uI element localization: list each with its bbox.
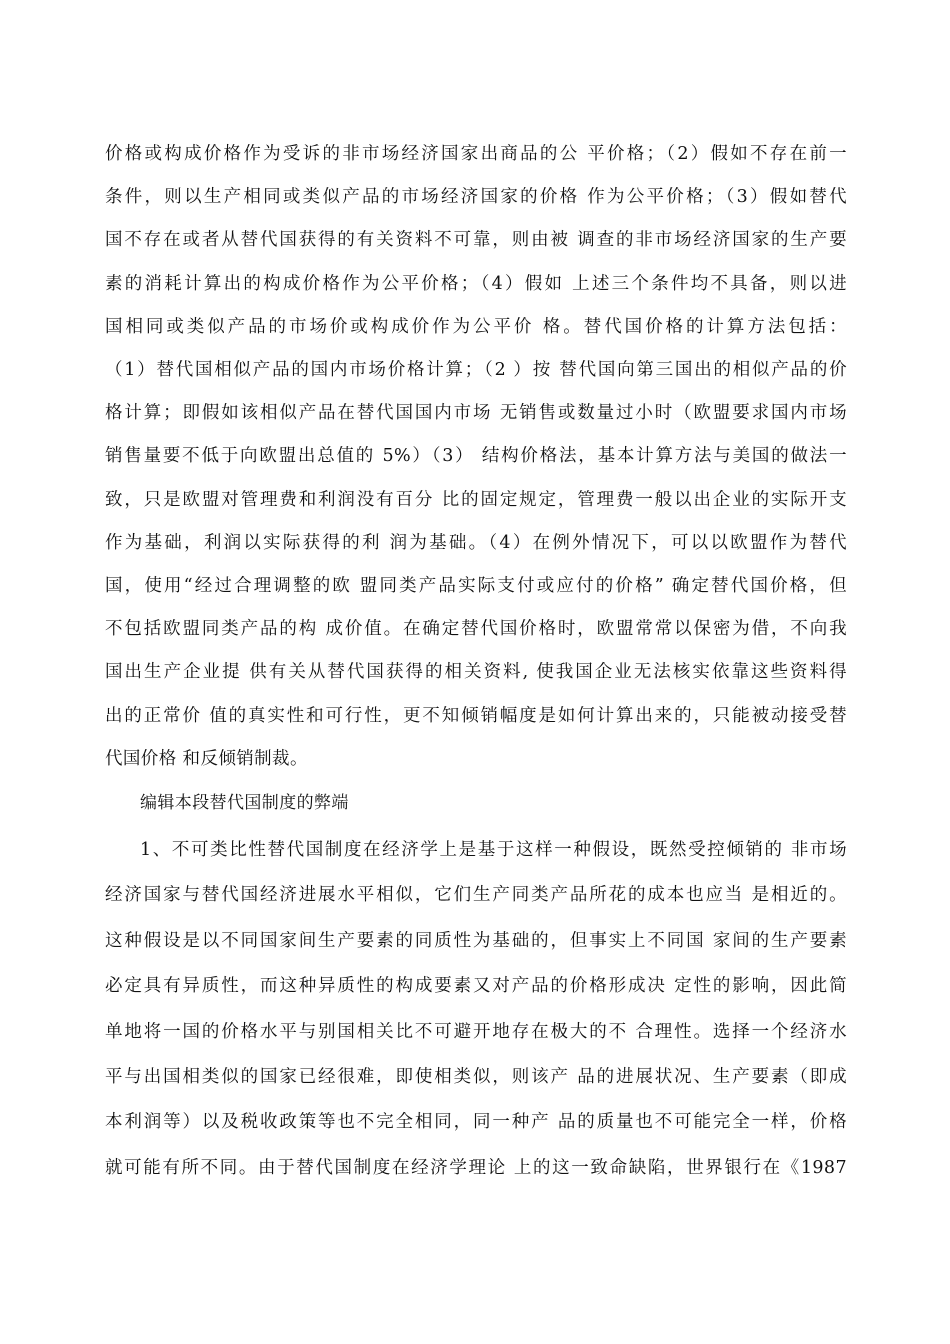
text-line: 这种假设是以不同国家间生产要素的同质性为基础的，但事实上不同国 家间的生产要素	[105, 930, 847, 951]
text-line: 格计算；即假如该相似产品在替代国国内市场 无销售或数量过小时（欧盟要求国内市场	[105, 403, 847, 424]
text-line: 单地将一国的价格水平与别国相关比不可避开地存在极大的不 合理性。选择一个经济水	[105, 1021, 847, 1042]
text-line: 代国价格 和反倾销制裁。	[105, 748, 308, 769]
text-line: 国出生产企业提 供有关从替代国获得的相关资料, 使我国企业无法核实依靠这些资料得	[105, 662, 847, 683]
text-line: 1、不可类比性替代国制度在经济学上是基于这样一种假设，既然受控倾销的 非市场	[140, 840, 847, 860]
section-heading: 编辑本段替代国制度的弊端	[140, 793, 349, 813]
text-line: 经济国家与替代国经济进展水平相似，它们生产同类产品所花的成本也应当 是相近的。	[105, 885, 847, 906]
text-line: 必定具有异质性，而这种异质性的构成要素又对产品的价格形成决 定性的影响，因此简	[105, 976, 847, 997]
text-line: （1）替代国相似产品的国内市场价格计算；（2 ）按 替代国向第三国出的相似产品的价	[105, 360, 847, 380]
text-line: 销售量要不低于向欧盟出总值的 5%）（3） 结构价格法，基本计算方法与美国的做法一	[105, 446, 847, 467]
text-line: 国相同或类似产品的市场价或构成价作为公平价 格。替代国价格的计算方法包括：	[105, 316, 847, 337]
text-line: 致，只是欧盟对管理费和利润没有百分 比的固定规定，管理费一般以出企业的实际开支	[105, 489, 847, 510]
text-line: 国不存在或者从替代国获得的有关资料不可靠，则由被 调查的非市场经济国家的生产要	[105, 230, 847, 251]
text-line: 价格或构成价格作为受诉的非市场经济国家出商品的公 平价格；（2）假如不存在前一	[105, 144, 847, 164]
text-line: 国，使用“经过合理调整的欧 盟同类产品实际支付或应付的价格” 确定替代国价格，但	[105, 576, 847, 596]
text-line: 本利润等）以及税收政策等也不完全相同，同一种产 品的质量也不可能完全一样，价格	[105, 1112, 847, 1133]
text-line: 作为基础，利润以实际获得的利 润为基础。（4）在例外情况下，可以以欧盟作为替代	[105, 532, 847, 553]
text-line: 素的消耗计算出的构成价格作为公平价格；（4）假如 上述三个条件均不具备，则以进	[105, 273, 847, 294]
text-line: 平与出国相类似的国家已经很难，即使相类似，则该产 品的进展状况、生产要素（即成	[105, 1067, 847, 1087]
text-line: 不包括欧盟同类产品的构 成价值。在确定替代国价格时，欧盟常常以保密为借，不向我	[105, 619, 847, 640]
text-line: 就可能有所不同。由于替代国制度在经济学理论 上的这一致命缺陷，世界银行在《1987	[105, 1157, 847, 1178]
text-line: 条件，则以生产相同或类似产品的市场经济国家的价格 作为公平价格；（3）假如替代	[105, 187, 847, 208]
text-line: 出的正常价 值的真实性和可行性，更不知倾销幅度是如何计算出来的，只能被动接受替	[105, 705, 847, 726]
